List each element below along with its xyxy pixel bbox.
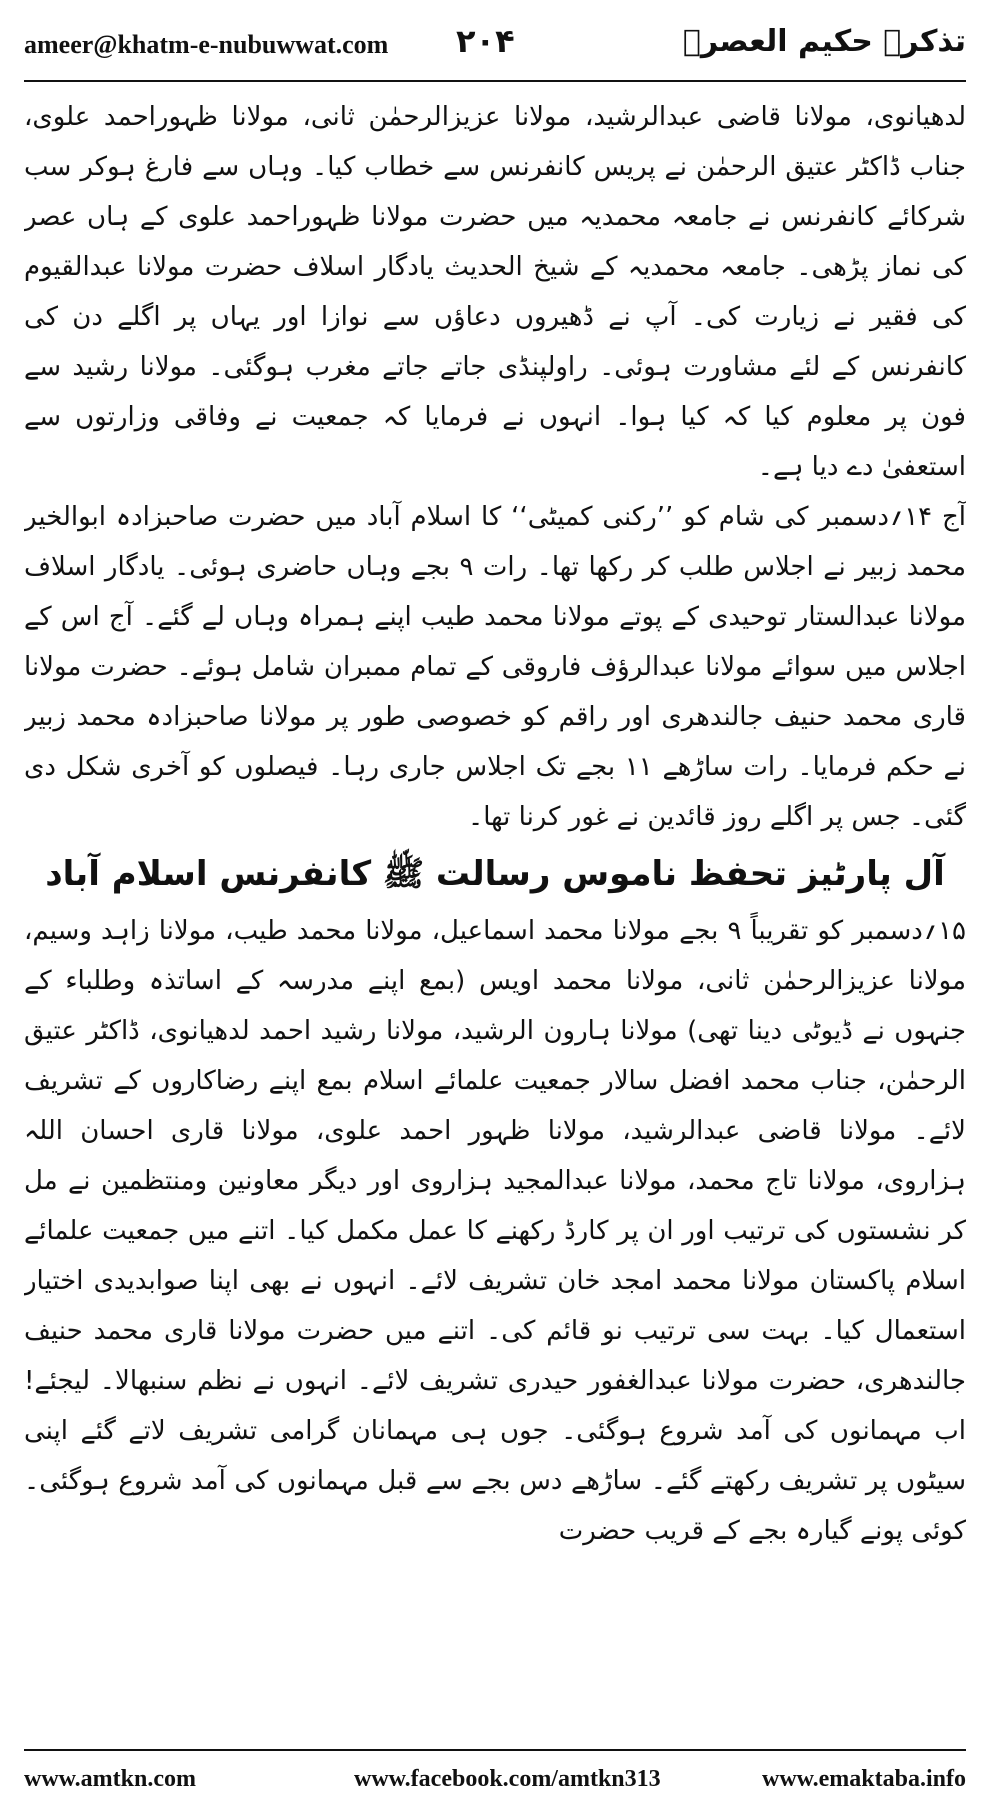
page-footer — [24, 1760, 966, 1800]
header-rule — [24, 80, 966, 82]
footer-rule — [24, 1749, 966, 1751]
paragraph: آج ۱۴؍دسمبر کی شام کو ’’رکنی کمیٹی‘‘ کا اسلام آباد میں حضرت صاحبزادہ ابوالخیر محمد زبیر نے اجلاس طلب کر رکھا تھا۔ رات ۹ بجے وہاں حاضری ہوئی۔ یادگار اسلاف مولانا عبدالستار توحیدی کے پوتے مولانا محمد طیب اپنے ہمراہ وہاں لے گئے۔ آج اس کے اجلاس میں سوائے مولانا عبدالرؤف فاروقی کے تمام ممبران شامل ہوئے۔ حضرت مولانا قاری محمد حنیف جالندھری اور راقم کو خصوصی طور پر مولانا صاحبزادہ محمد زبیر نے حکم فرمایا۔ رات ساڑھے ۱۱ بجے تک اجلاس جاری رہا۔ فیصلوں کو آخری شکل دی گئی۔ جس پر اگلے روز قائدین نے غور کرنا تھا۔ — [24, 502, 966, 832]
footer-link-amtkn[interactable]: www.amtkn.com — [24, 1766, 196, 1792]
header-email: ameer@khatm-e-nubuwwat.com — [24, 30, 389, 59]
footer-link-emaktaba[interactable]: www.emaktaba.info — [761, 1766, 966, 1792]
section-heading: آل پارٹیز تحفظ ناموس رسالت ﷺ کانفرنس اسلام آباد — [45, 854, 945, 894]
page-header — [24, 18, 966, 74]
page-body — [24, 92, 966, 1732]
footer-link-facebook[interactable]: www.facebook.com/amtkn313 — [354, 1766, 661, 1792]
book-title: تذکرہ حکیم العصرؒ — [682, 24, 966, 59]
paragraph: لدھیانوی، مولانا قاضی عبدالرشید، مولانا عزیزالرحمٰن ثانی، مولانا ظہوراحمد علوی، جناب ڈاکٹر عتیق الرحمٰن نے پریس کانفرنس سے خطاب کیا۔ وہاں سے فارغ ہوکر سب شرکائے کانفرنس نے جامعہ محمدیہ میں حضرت مولانا ظہوراحمد علوی کے ہاں عصر کی نماز پڑھی۔ جامعہ محمدیہ کے شیخ الحدیث یادگار اسلاف حضرت مولانا عبدالقیوم کی فقیر نے زیارت کی۔ آپ نے ڈھیروں دعاؤں سے نوازا اور یہاں پر اگلے دن کی کانفرنس کے لئے مشاورت ہوئی۔ راولپنڈی جاتے جاتے مغرب ہوگئی۔ مولانا رشید سے فون پر معلوم کیا کہ کیا ہوا۔ انہوں نے فرمایا کہ جمعیت نے وفاقی وزارتوں سے استعفیٰ دے دیا ہے۔ — [24, 102, 966, 482]
page-number: ۲۰۴ — [456, 22, 515, 60]
paragraph: ۱۵؍دسمبر کو تقریباً ۹ بجے مولانا محمد اسماعیل، مولانا محمد طیب، مولانا زاہد وسیم، مولانا عزیزالرحمٰن ثانی، مولانا محمد اویس (بمع اپنے مدرسہ کے اساتذہ وطلباء کے جنہوں نے ڈیوٹی دینا تھی) مولانا ہارون الرشید، مولانا رشید احمد لدھیانوی، ڈاکٹر عتیق الرحمٰن، جناب محمد افضل سالار جمعیت علمائے اسلام بمع اپنے رضاکاروں کے تشریف لائے۔ مولانا قاضی عبدالرشید، مولانا ظہور احمد علوی، مولانا قاری احسان اللہ ہزاروی، مولانا تاج محمد، مولانا عبدالمجید ہزاروی اور دیگر معاونین ومنتظمین نے مل کر نشستوں کی ترتیب اور ان پر کارڈ رکھنے کا عمل مکمل کیا۔ اتنے میں جمعیت علمائے اسلام پاکستان مولانا محمد امجد خان تشریف لائے۔ انہوں نے بھی اپنا صوابدیدی اختیار استعمال کیا۔ بہت سی ترتیب نو قائم کی۔ اتنے میں حضرت مولانا قاری محمد حنیف جالندھری، حضرت مولانا عبدالغفور حیدری تشریف لائے۔ انہوں نے نظم سنبھالا۔ لیجئے! اب مہمانوں کی آمد شروع ہوگئی۔ جوں ہی مہمانان گرامی تشریف لاتے گئے اپنی سیٹوں پر تشریف رکھتے گئے۔ ساڑھے دس بجے سے قبل مہمانوں کی آمد شروع ہوگئی۔ کوئی پونے گیارہ بجے کے قریب حضرت — [24, 916, 966, 1546]
